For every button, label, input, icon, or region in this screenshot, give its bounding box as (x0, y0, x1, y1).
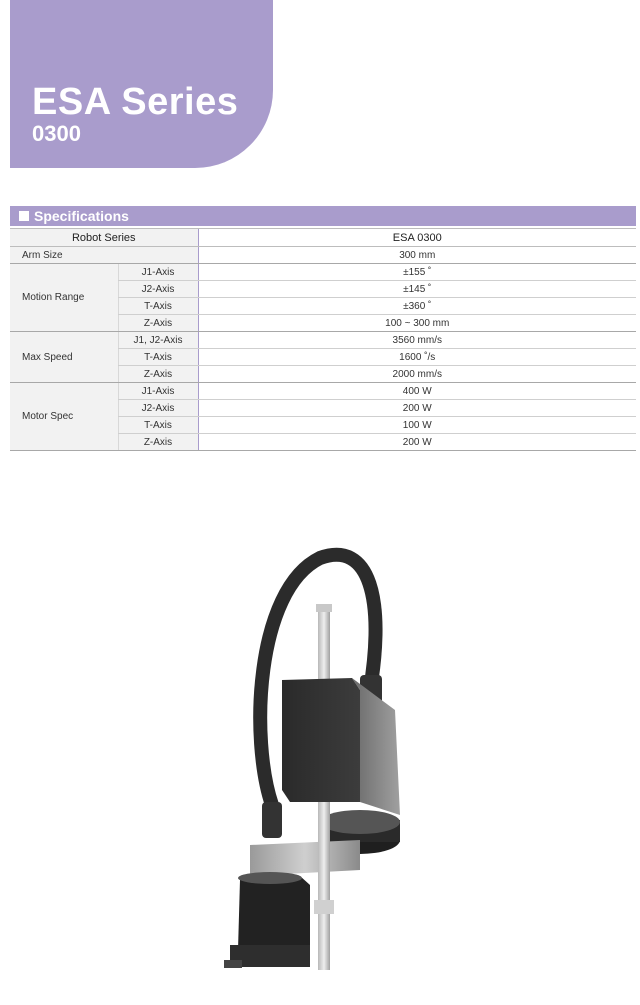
axis-label: T-Axis (118, 349, 198, 366)
table-row (10, 247, 636, 264)
arm-size-label: Arm Size (10, 247, 198, 264)
table-row (10, 264, 636, 281)
scara-robot-image (210, 540, 430, 980)
axis-value: 400 W (198, 383, 636, 400)
axis-value: 200 W (198, 400, 636, 417)
motion-range-label: Motion Range (10, 264, 118, 332)
axis-label: J2-Axis (118, 400, 198, 417)
column-header-model: ESA 0300 (198, 229, 636, 247)
table-row (10, 383, 636, 400)
axis-value: 200 W (198, 434, 636, 451)
max-speed-label: Max Speed (10, 332, 118, 383)
title-banner (10, 0, 273, 168)
axis-label: T-Axis (118, 298, 198, 315)
square-bullet-icon (19, 211, 29, 221)
axis-value: 1600 ˚/s (198, 349, 636, 366)
axis-label: T-Axis (118, 417, 198, 434)
page-title: ESA Series (32, 81, 239, 123)
axis-value: ±155 ˚ (198, 264, 636, 281)
model-number: 0300 (32, 121, 81, 146)
axis-value: ±360 ˚ (198, 298, 636, 315)
axis-value: 100 ~ 300 mm (198, 315, 636, 332)
specifications-header (10, 206, 636, 226)
axis-label: J2-Axis (118, 281, 198, 298)
axis-value: 2000 mm/s (198, 366, 636, 383)
specifications-label: Specifications (34, 208, 129, 224)
motor-spec-label: Motor Spec (10, 383, 118, 451)
spec-table (10, 228, 636, 451)
axis-label: J1-Axis (118, 383, 198, 400)
axis-value: 100 W (198, 417, 636, 434)
table-header-row (10, 229, 636, 247)
table-row (10, 332, 636, 349)
axis-value: 3560 mm/s (198, 332, 636, 349)
column-header-robot-series: Robot Series (10, 229, 198, 247)
axis-value: ±145 ˚ (198, 281, 636, 298)
axis-label: J1, J2-Axis (118, 332, 198, 349)
axis-label: J1-Axis (118, 264, 198, 281)
axis-label: Z-Axis (118, 366, 198, 383)
axis-label: Z-Axis (118, 315, 198, 332)
arm-size-value: 300 mm (198, 247, 636, 264)
axis-label: Z-Axis (118, 434, 198, 451)
